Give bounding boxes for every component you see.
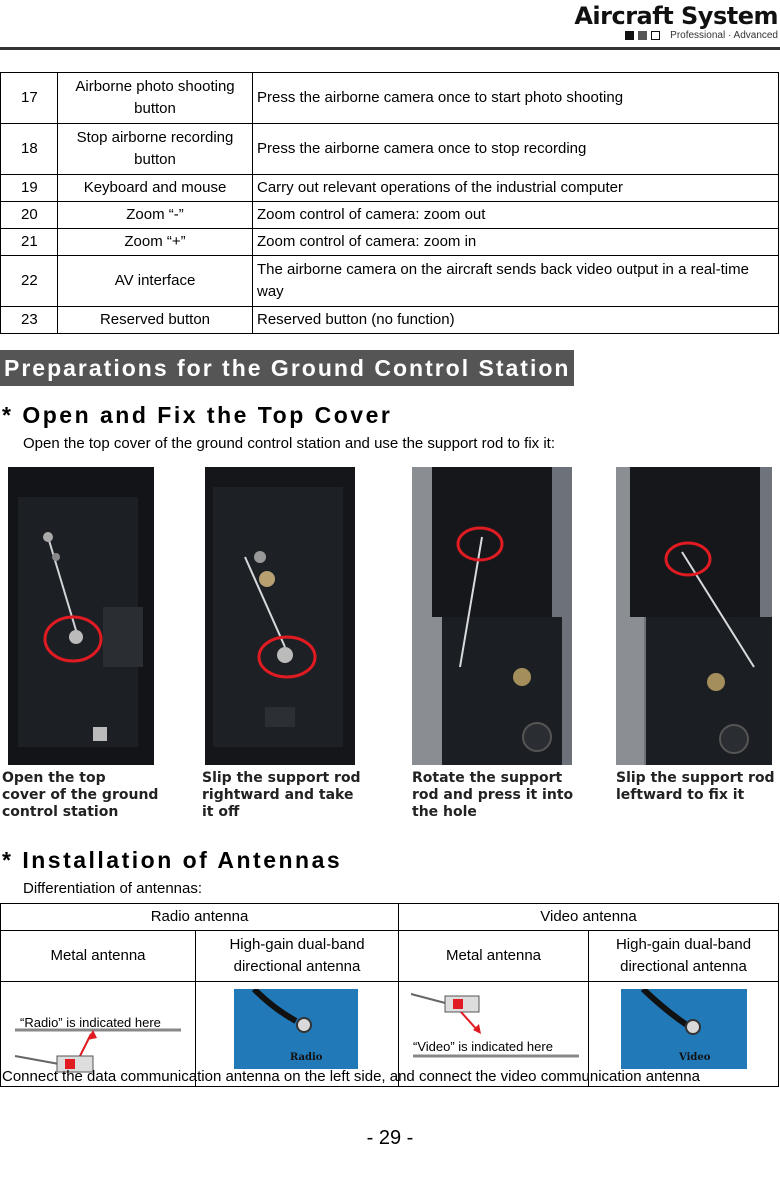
antennas-intro: Differentiation of antennas: <box>23 880 203 897</box>
photo-open-cover <box>8 467 154 765</box>
table-row <box>1 229 779 256</box>
antennas-heading: * Installation of Antennas <box>2 847 343 873</box>
row-description: Press the airborne camera once to start photo shooting <box>253 73 779 124</box>
subheader-cell: High-gain dual-band directional antenna <box>589 931 779 982</box>
radio-stamp-text: Radio <box>290 1052 323 1063</box>
row-name: Zoom “-” <box>58 202 253 229</box>
row-name: Reserved button <box>58 307 253 334</box>
cover-heading: * Open and Fix the Top Cover <box>2 402 393 428</box>
table-row <box>1 73 779 124</box>
row-name: Airborne photo shooting button <box>58 73 253 124</box>
header-radio-antenna: Radio antenna <box>1 904 399 931</box>
subheader-cell: High-gain dual-band directional antenna <box>196 931 399 982</box>
photo-caption: Rotate the support rod and press it into the hole <box>412 770 574 820</box>
photo-slip-rod-left <box>616 467 772 765</box>
row-name: Zoom “+” <box>58 229 253 256</box>
table-row <box>1 124 779 175</box>
video-indicator-label: “Video” is indicated here <box>413 1039 553 1054</box>
radio-indicator-label: “Radio” is indicated here <box>20 1015 161 1030</box>
brand-logo <box>574 2 778 42</box>
subheader-cell: Metal antenna <box>399 931 589 982</box>
table-row <box>1 904 779 931</box>
table-row <box>1 256 779 307</box>
table-row <box>1 307 779 334</box>
page-number: - 29 - <box>366 1127 414 1149</box>
square-icon <box>638 31 647 40</box>
brand-subline <box>625 29 778 41</box>
row-number: 21 <box>1 229 58 256</box>
antenna-table <box>0 903 779 1087</box>
photo-caption: Slip the support rod rightward and take it off <box>202 770 361 820</box>
row-number: 20 <box>1 202 58 229</box>
row-number: 18 <box>1 124 58 175</box>
photo-rotate-rod <box>412 467 572 765</box>
brand-tagline: Professional · Advanced <box>670 29 778 41</box>
square-outline-icon <box>651 31 660 40</box>
row-description: Carry out relevant operations of the industrial computer <box>253 175 779 202</box>
row-description: Zoom control of camera: zoom in <box>253 229 779 256</box>
header-video-antenna: Video antenna <box>399 904 779 931</box>
video-antenna-photo <box>621 989 747 1069</box>
row-description: The airborne camera on the aircraft sends back video output in a real-time way <box>253 256 779 307</box>
row-description: Press the airborne camera once to stop recording <box>253 124 779 175</box>
subheader-cell: Metal antenna <box>1 931 196 982</box>
radio-antenna-photo <box>234 989 358 1069</box>
row-name: AV interface <box>58 256 253 307</box>
row-description: Zoom control of camera: zoom out <box>253 202 779 229</box>
row-number: 22 <box>1 256 58 307</box>
row-number: 19 <box>1 175 58 202</box>
photo-caption: Open the top cover of the ground control station <box>2 770 159 820</box>
header-divider <box>0 47 780 50</box>
row-name: Stop airborne recording button <box>58 124 253 175</box>
brand-title: Aircraft System <box>574 2 778 30</box>
cover-instructions: Open the top cover of the ground control station and use the support rod to fix it: <box>23 435 555 452</box>
function-table <box>0 72 779 334</box>
row-name: Keyboard and mouse <box>58 175 253 202</box>
section-title: Preparations for the Ground Control Station <box>0 350 574 386</box>
row-number: 17 <box>1 73 58 124</box>
antenna-instructions: Connect the data communication antenna on the left side, and connect the video communication antenna <box>2 1068 700 1085</box>
photo-caption: Slip the support rod leftward to fix it <box>616 770 775 803</box>
video-stamp-text: Video <box>679 1052 711 1063</box>
row-number: 23 <box>1 307 58 334</box>
photo-slip-rod-right <box>205 467 355 765</box>
table-row <box>1 931 779 982</box>
table-row <box>1 202 779 229</box>
row-description: Reserved button (no function) <box>253 307 779 334</box>
square-icon <box>625 31 634 40</box>
table-row <box>1 175 779 202</box>
